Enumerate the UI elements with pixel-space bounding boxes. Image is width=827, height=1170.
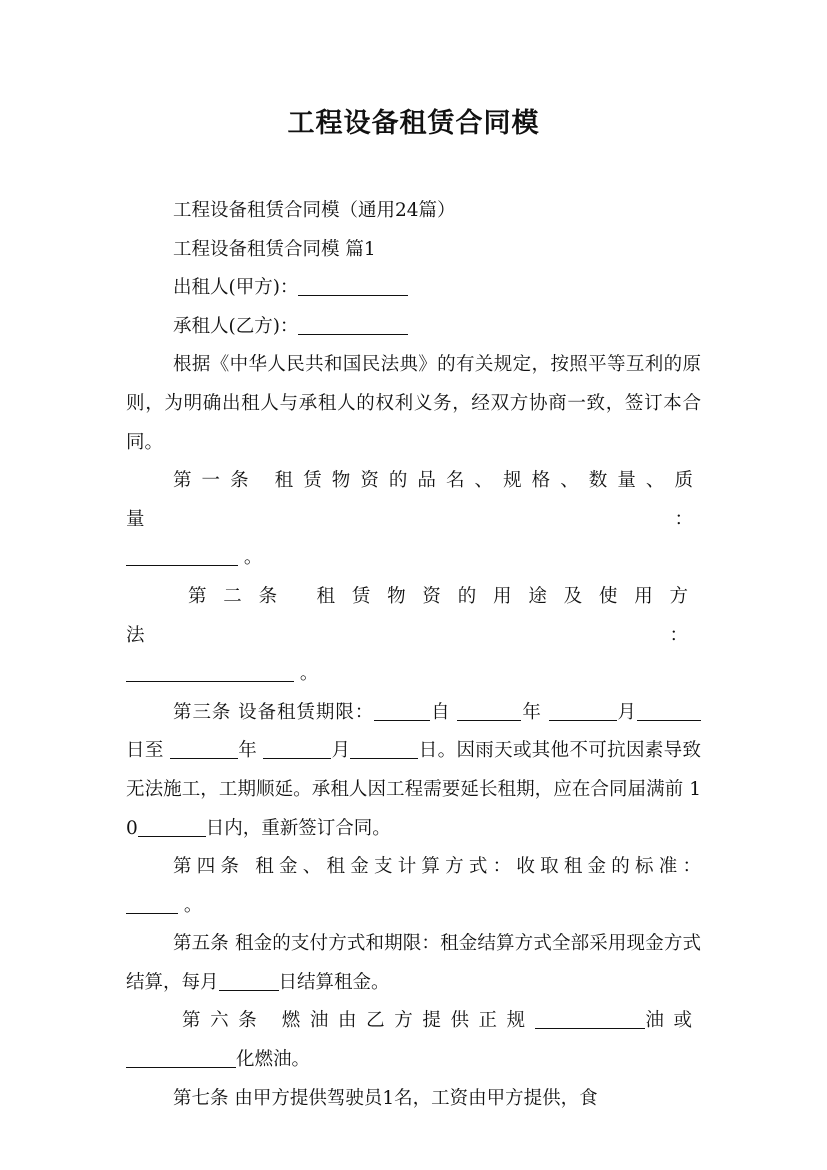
article-5-b: 日结算租金。 — [278, 971, 390, 993]
article-5-blank — [219, 968, 279, 991]
article-4 — [126, 848, 701, 887]
article-3-a: 第三条 设备租赁期限： — [173, 701, 375, 723]
article-2-blank — [126, 659, 294, 682]
lessee-line — [126, 308, 701, 347]
lessee-blank — [298, 312, 408, 335]
lessee-label: 承租人(乙方)： — [173, 315, 299, 337]
article-3-blank-8 — [138, 814, 206, 837]
document-body — [126, 192, 701, 1118]
subtitle-line: 工程设备租赁合同模（通用24篇） — [173, 200, 456, 221]
article-6-blank-1 — [535, 1006, 645, 1029]
article-1-blank — [126, 543, 238, 566]
article-2 — [126, 578, 701, 655]
article-3-blank-4 — [637, 698, 701, 721]
article-6-b: 油或 — [644, 1010, 701, 1032]
article-3-h: 日。因雨天或其他不可抗因素导致无法施工，工期顺延。承租人因工程需要延长租期，应在合同届满前 10 — [126, 740, 701, 839]
article-1-end: 。 — [243, 547, 263, 569]
article-3-blank-6 — [263, 736, 331, 759]
lessor-line — [126, 269, 701, 308]
article-6-c: 化燃油。 — [236, 1049, 311, 1071]
article-1 — [126, 462, 701, 539]
article-3-blank-7 — [350, 736, 418, 759]
article-3-blank-2 — [457, 698, 521, 721]
article-5-a: 第五条 租金的支付方式和期限：租金结算方式全部采用现金方式结算，每月 — [126, 933, 701, 993]
document-title: 工程设备租赁合同模 — [287, 108, 540, 139]
article-4-line2 — [126, 887, 701, 926]
article-6-line2 — [126, 1041, 701, 1080]
article-3-e: 日至 — [126, 740, 170, 762]
article-3-blank-5 — [170, 736, 238, 759]
article-3-g: 月 — [331, 740, 351, 762]
lessor-label: 出租人(甲方)： — [173, 277, 299, 299]
article-4-blank — [126, 891, 178, 914]
article-3 — [126, 694, 701, 848]
preamble-paragraph: 根据《中华人民共和国民法典》的有关规定，按照平等互利的原则，为明确出租人与承租人的权利义务，经双方协商一致，签订本合同。 — [126, 354, 701, 453]
article-2-end: 。 — [299, 663, 319, 685]
article-3-blank-1 — [374, 698, 430, 721]
article-3-blank-3 — [549, 698, 617, 721]
article-6-blank-2 — [126, 1045, 236, 1068]
lessor-blank — [298, 273, 408, 296]
article-3-c: 年 — [521, 701, 549, 723]
article-3-b: 自 — [430, 701, 458, 723]
section-heading: 工程设备租赁合同模 篇1 — [173, 238, 376, 260]
article-3-f: 年 — [237, 740, 264, 762]
article-2-line2 — [126, 655, 701, 694]
article-6-a: 第六条 燃油由乙方提供正规 — [182, 1010, 535, 1032]
article-2-text: 第二条 租赁物资的用途及使用方法： — [126, 585, 701, 646]
article-1-line2 — [126, 539, 701, 578]
article-3-i: 日内，重新签订合同。 — [205, 817, 391, 839]
article-1-text: 第一条 租赁物资的品名、规格、数量、质量： — [126, 470, 701, 530]
article-5 — [126, 925, 701, 1002]
article-4-end: 。 — [183, 894, 203, 916]
article-4-text: 第四条 租金、租金支计算方式：收取租金的标准： — [173, 856, 701, 878]
article-3-d: 月 — [616, 701, 637, 723]
article-7: 第七条 由甲方提供驾驶员1名，工资由甲方提供，食 — [173, 1087, 598, 1109]
article-6 — [126, 1002, 701, 1041]
